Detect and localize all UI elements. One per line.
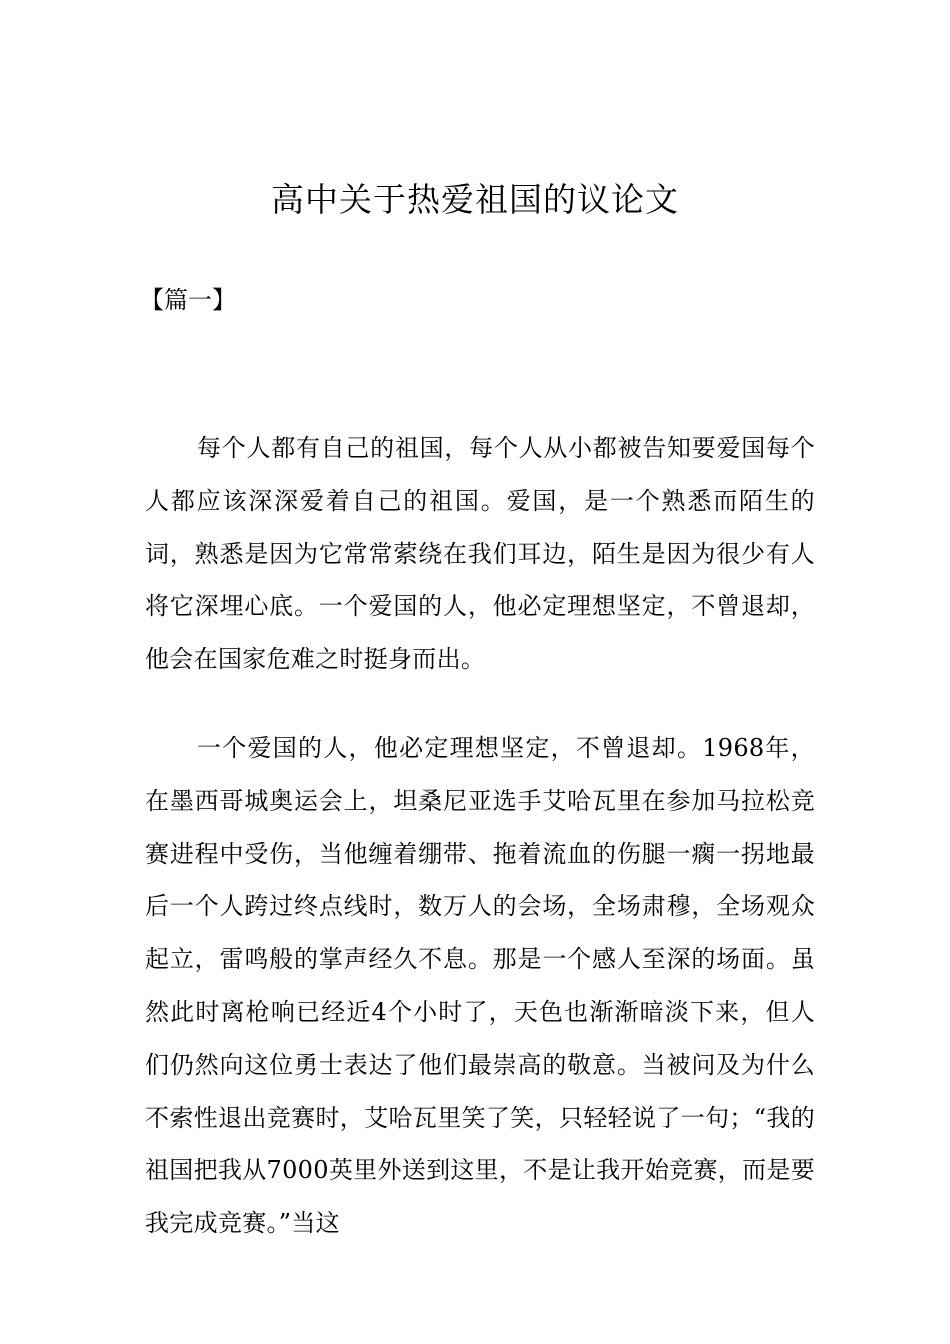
- document-title: 高中关于热爱祖国的议论文: [271, 180, 679, 219]
- paragraph-1: 每个人都有自己的祖国，每个人从小都被告知要爱国每个人都应该深深爱着自己的祖国。爱国，是一个熟悉而陌生的词，熟悉是因为它常常萦绕在我们耳边，陌生是因为很少有人将它深埋心底。一个爱国的人，他必定理想坚定，不曾退却，他会在国家危难之时挺身而出。: [145, 434, 815, 674]
- paragraph-2: 一个爱国的人，他必定理想坚定，不曾退却。1968年，在墨西哥城奥运会上，坦桑尼亚选手艾哈瓦里在参加马拉松竞赛进程中受伤，当他缠着绷带、拖着流血的伤腿一瘸一拐地最后一个人跨过终点线时，数万人的会场，全场肃穆，全场观众起立，雷鸣般的掌声经久不息。那是一个感人至深的场面。虽然此时离枪响已经近4个小时了，天色也渐渐暗淡下来，但人们仍然向这位勇士表达了他们最崇高的敬意。当被问及为什么不索性退出竞赛时，艾哈瓦里笑了笑，只轻轻说了一句；“我的祖国把我从7000英里外送到这里，不是让我开始竞赛，而是要我完成竞赛。”当这: [145, 734, 815, 1238]
- section-label: 【篇一】: [140, 286, 236, 314]
